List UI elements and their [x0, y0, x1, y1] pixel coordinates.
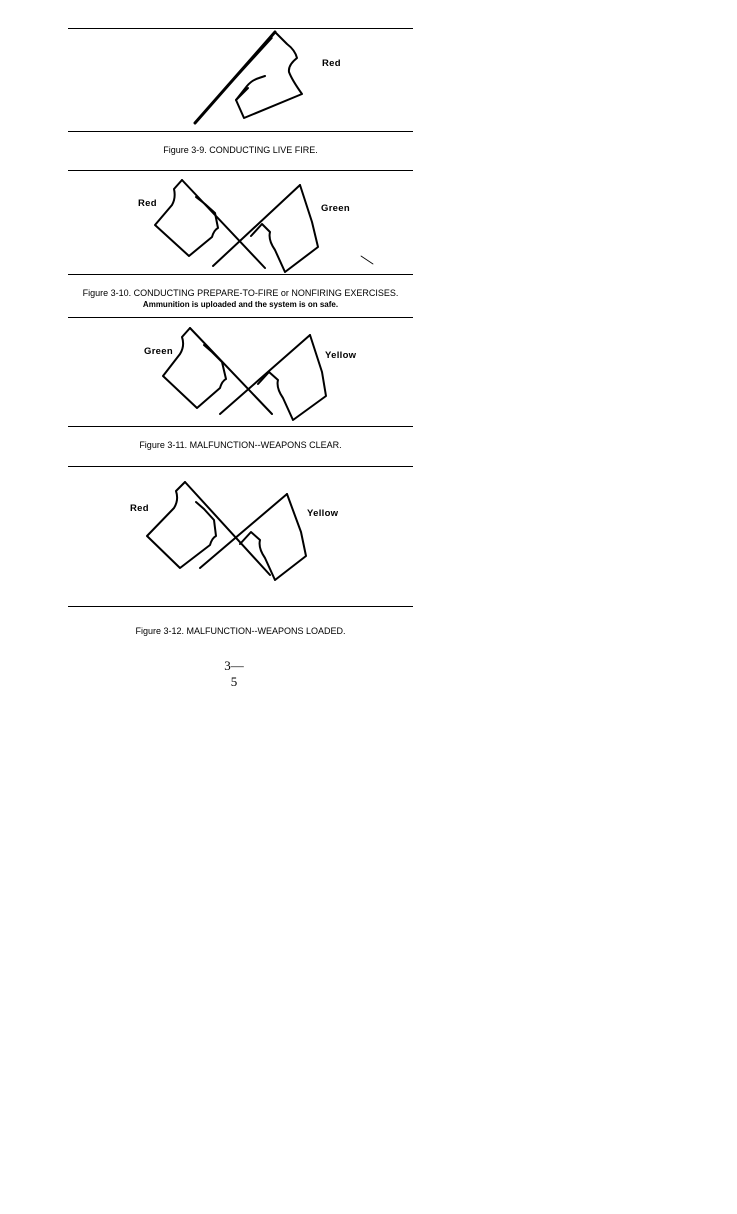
caption-text: Figure 3-11. MALFUNCTION--WEAPONS CLEAR. [139, 440, 342, 450]
flag-label-yellow: Yellow [325, 350, 357, 361]
flag-label-yellow: Yellow [307, 508, 339, 519]
red-flag-icon [195, 32, 302, 123]
flag-label-green: Green [144, 346, 173, 357]
figure-3-10-caption [68, 288, 413, 310]
figure-3-12-caption [68, 626, 413, 637]
flag-label-red: Red [138, 198, 157, 209]
figure-3-11-caption [68, 440, 413, 451]
flag-label-red: Red [322, 58, 341, 69]
figure-3-9-caption [68, 145, 413, 156]
caption-text: Figure 3-10. CONDUCTING PREPARE-TO-FIRE or NONFIRING EXERCISES. [82, 288, 399, 298]
caption-text: Figure 3-9. CONDUCTING LIVE FIRE. [163, 145, 318, 155]
red-flag-icon [155, 180, 265, 268]
caption-text: Figure 3-12. MALFUNCTION--WEAPONS LOADED. [135, 626, 346, 636]
stray-mark [361, 256, 373, 264]
green-flag-icon [163, 328, 272, 414]
flag-label-red: Red [130, 503, 149, 514]
page-number: 3—5 [224, 658, 244, 689]
caption-subtext: Ammunition is uploaded and the system is on safe. [142, 300, 339, 309]
flag-label-green: Green [321, 203, 350, 214]
